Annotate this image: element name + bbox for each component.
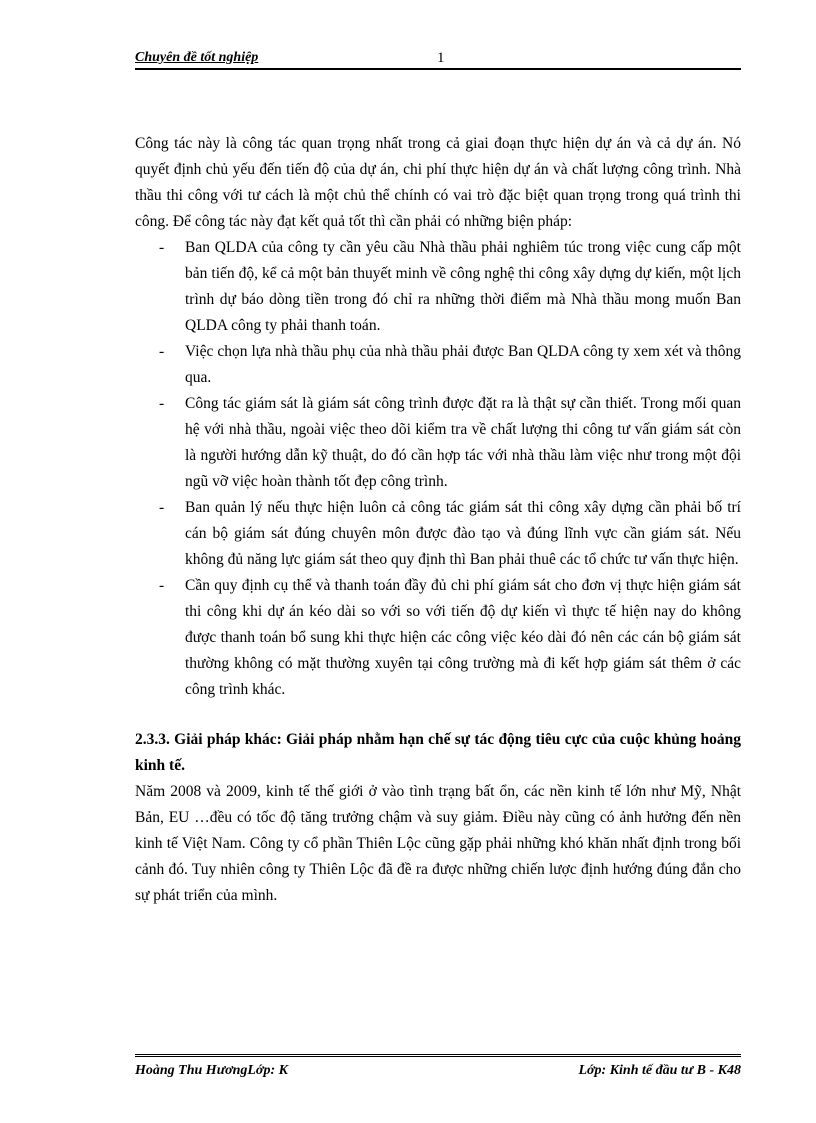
list-item-text: Ban quản lý nếu thực hiện luôn cả công tác giám sát thi công xây dựng cần phải bố trí cán bộ giám sát đúng chuyên môn được đào tạo và đúng lĩnh vực cần giám sát. Nếu không đủ năng lực giám sát theo quy định thì Ban phải thuê các tổ chức tư vấn thực hiện. [185, 499, 741, 568]
section-paragraph: Năm 2008 và 2009, kinh tế thế giới ở vào tình trạng bất ổn, các nền kinh tế lớn như Mỹ, Nhật Bản, EU …đều có tốc độ tăng trưởng chậm và suy giảm. Điều này cũng có ảnh hưởng đến nền kinh tế Việt Nam. Công ty cổ phần Thiên Lộc cũng gặp phải những khó khăn nhất định trong bối cảnh đó. Tuy nhiên công ty Thiên Lộc đã đề ra được những chiến lược định hướng đúng đắn cho sự phát triển của mình. [135, 783, 741, 904]
list-item-text: Cần quy định cụ thể và thanh toán đầy đủ chi phí giám sát cho đơn vị thực hiện giám sát thi công khi dự án kéo dài so với so với tiến độ dự kiến vì thực tế hiện nay do không được thanh toán bổ sung khi thực hiện các công việc kéo dài đó nên các cán bộ giám sát thường không có mặt thường xuyên tại công trường mà đi kết hợp giám sát thêm ở các công trình khác. [185, 577, 741, 698]
list-item [135, 495, 741, 573]
list-item-text: Việc chọn lựa nhà thầu phụ của nhà thầu phải được Ban QLDA công ty xem xét và thông qua. [185, 343, 741, 386]
page-footer [135, 1054, 741, 1083]
page-number: 1 [437, 50, 445, 66]
list-item-text: Ban QLDA của công ty cần yêu cầu Nhà thầu phải nghiêm túc trong việc cung cấp một bản tiến độ, kể cả một bản thuyết minh về công nghệ thi công xây dựng dự kiến, một lịch trình dự báo dòng tiền trong đó chỉ ra những thời điểm mà Nhà thầu mong muốn Ban QLDA công ty phải thanh toán. [185, 239, 741, 334]
footer-class: Lớp: Kinh tế đầu tư B - K48 [578, 1063, 741, 1078]
bullet-dash: - [159, 239, 165, 256]
list-item [135, 339, 741, 391]
footer-author: Hoàng Thu HươngLớp: K [135, 1063, 288, 1078]
list-item [135, 235, 741, 339]
intro-paragraph: Công tác này là công tác quan trọng nhất trong cả giai đoạn thực hiện dự án và cả dự án. Nó quyết định chủ yếu đến tiến độ của dự án, chi phí thực hiện dự án và chất lượng công trình. Nhà thầu thi công với tư cách là một chủ thể chính có vai trò đặc biệt quan trọng trong quá trình thi công. Để công tác này đạt kết quả tốt thì cần phải có những biện pháp: [135, 135, 741, 230]
page-header [135, 46, 741, 70]
bullet-dash: - [159, 499, 165, 516]
header-title: Chuyên đề tốt nghiệp [135, 50, 259, 65]
bullet-dash: - [159, 577, 165, 594]
list-item [135, 391, 741, 495]
bullet-list [135, 235, 741, 703]
bullet-dash: - [159, 395, 165, 412]
list-item-text: Công tác giám sát là giám sát công trình được đặt ra là thật sự cần thiết. Trong mối quan hệ với nhà thầu, ngoài việc theo dõi kiểm tra về chất lượng thi công tư vấn giám sát còn là người hướng dẫn kỹ thuật, do đó cần hợp tác với nhà thầu làm việc như trong một đội ngũ vỡ việc hoàn thành tốt đẹp công trình. [185, 395, 741, 490]
document-body [135, 131, 741, 909]
bullet-dash: - [159, 343, 165, 360]
section-heading: 2.3.3. Giải pháp khác: Giải pháp nhằm hạn chế sự tác động tiêu cực của cuộc khủng hoảng kinh tế. [135, 731, 741, 774]
list-item [135, 573, 741, 703]
